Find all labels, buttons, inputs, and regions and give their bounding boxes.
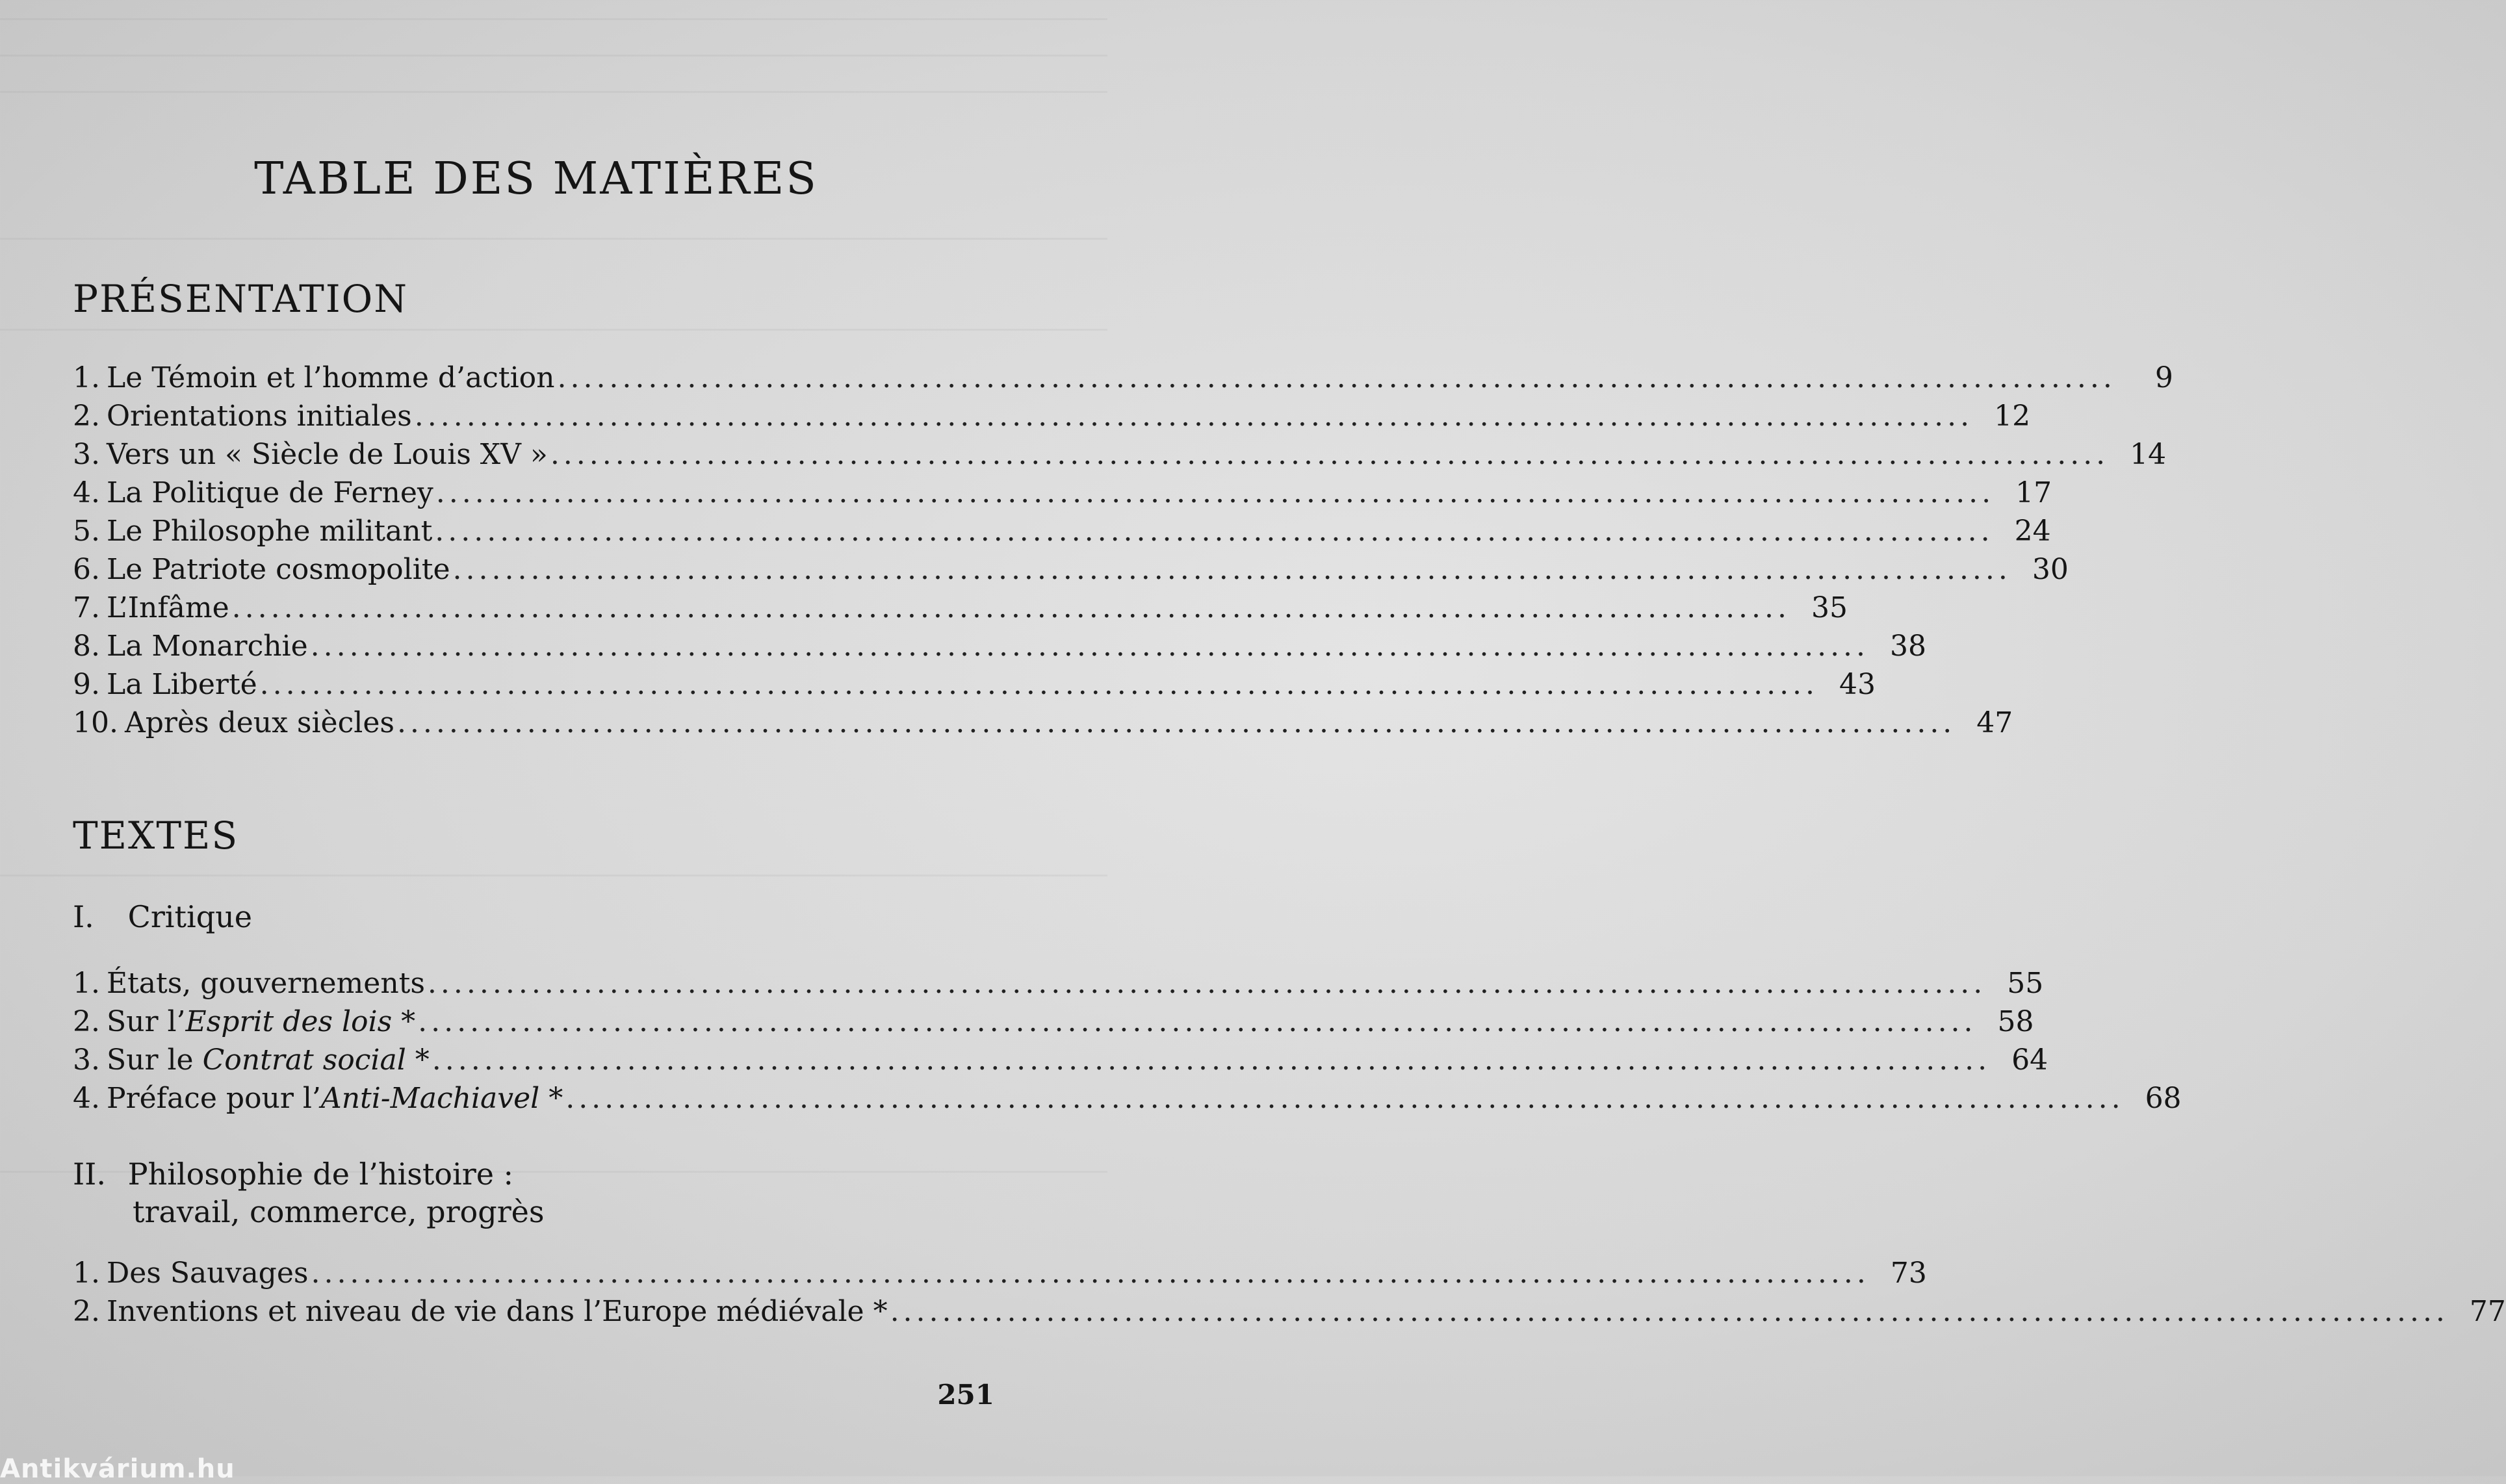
dot-leader: ........................................................................................................................ [418, 1005, 1977, 1038]
critique-toc-list [73, 967, 2182, 1120]
toc-entry[interactable] [73, 967, 2044, 1005]
entry-page: 68 [2145, 1082, 2182, 1115]
entry-page: 30 [2032, 553, 2069, 586]
entry-title: Des Sauvages [106, 1257, 309, 1290]
bleed-through-line [0, 18, 1107, 20]
subsection-number: I. [73, 899, 94, 934]
entry-number: 7. [73, 591, 100, 624]
entry-page: 24 [2014, 515, 2051, 548]
dot-leader: ........................................................................................................................ [557, 361, 2116, 394]
toc-entry[interactable] [73, 668, 1876, 706]
entry-title: La Politique de Ferney [106, 476, 433, 509]
entry-title: La Monarchie [106, 630, 308, 663]
entry-page: 12 [1994, 400, 2031, 433]
dot-leader: ........................................................................................................................ [414, 400, 1974, 433]
bleed-through-line [0, 875, 1107, 876]
subsection-heading-critique [73, 898, 252, 936]
entry-number: 1. [73, 361, 100, 394]
entry-number: 1. [73, 967, 100, 1000]
dot-leader: ........................................................................................................................ [396, 706, 1956, 739]
dot-leader: ........................................................................................................................ [231, 591, 1790, 624]
entry-page: 47 [1976, 706, 2013, 739]
entry-title: Le Témoin et l’homme d’action [106, 361, 555, 394]
entry-number: 8. [73, 630, 100, 663]
entry-title: Inventions et niveau de vie dans l’Europe médiévale * [106, 1295, 888, 1328]
bleed-through-line [0, 329, 1107, 331]
philosophie-toc-list [73, 1257, 2506, 1333]
entry-number: 2. [73, 1005, 100, 1038]
entry-page: 43 [1839, 668, 1876, 701]
entry-number: 3. [73, 1043, 100, 1077]
subsection-title-line1: Philosophie de l’histoire : [127, 1157, 514, 1192]
watermark-logo: Antikvárium.hu [0, 1454, 235, 1484]
toc-entry[interactable] [73, 1257, 1927, 1295]
entry-title: Sur l’Esprit des lois * [106, 1005, 416, 1038]
entry-number: 5. [73, 515, 100, 548]
entry-number: 4. [73, 476, 100, 509]
bleed-through-line [0, 238, 1107, 240]
toc-entry[interactable] [73, 515, 2051, 553]
presentation-toc-list [73, 361, 2173, 745]
entry-page: 55 [2007, 967, 2044, 1000]
dot-leader: ........................................................................................................................ [259, 668, 1819, 701]
dot-leader: ........................................................................................................................ [435, 515, 1994, 548]
entry-number: 1. [73, 1257, 100, 1290]
dot-leader: ........................................................................................................................ [311, 1257, 1870, 1290]
entry-page: 73 [1890, 1257, 1927, 1290]
bleed-through-line [0, 55, 1107, 57]
entry-page: 38 [1890, 630, 1927, 663]
dot-leader: ........................................................................................................................ [310, 630, 1870, 663]
entry-title: Vers un « Siècle de Louis XV » [106, 438, 548, 471]
bleed-through-line [0, 91, 1107, 93]
toc-entry[interactable] [73, 553, 2069, 591]
subsection-title: Critique [127, 899, 253, 934]
entry-title: Le Patriote cosmopolite [106, 553, 450, 586]
toc-entry[interactable] [73, 438, 2167, 476]
toc-entry[interactable] [73, 1005, 2034, 1043]
entry-number: 9. [73, 668, 100, 701]
entry-number: 2. [73, 400, 100, 433]
entry-title: Le Philosophe militant [106, 515, 433, 548]
toc-entry[interactable] [73, 1043, 2048, 1082]
entry-page: 17 [2015, 476, 2052, 509]
entry-title: Après deux siècles [124, 706, 394, 739]
subsection-number: II. [73, 1157, 106, 1192]
entry-page: 64 [2011, 1043, 2048, 1077]
toc-entry[interactable] [73, 400, 2031, 438]
toc-entry[interactable] [73, 1295, 2506, 1333]
dot-leader: ........................................................................................................................ [550, 438, 2110, 471]
dot-leader: ........................................................................................................................ [890, 1295, 2449, 1328]
entry-title: Orientations initiales [106, 400, 412, 433]
dot-leader: ........................................................................................................................ [432, 1043, 1991, 1077]
dot-leader: ........................................................................................................................ [565, 1082, 2125, 1115]
dot-leader: ........................................................................................................................ [452, 553, 2011, 586]
section-heading-textes: TEXTES [73, 813, 239, 858]
page-title: TABLE DES MATIÈRES [254, 153, 818, 205]
dot-leader: ........................................................................................................................ [435, 476, 1995, 509]
entry-number: 6. [73, 553, 100, 586]
entry-title: États, gouvernements [106, 967, 425, 1000]
dot-leader: ........................................................................................................................ [427, 967, 1987, 1000]
entry-title: Sur le Contrat social * [106, 1043, 430, 1077]
entry-number: 2. [73, 1295, 100, 1328]
entry-page: 14 [2130, 438, 2167, 471]
entry-page: 58 [1997, 1005, 2034, 1038]
toc-entry[interactable] [73, 591, 1848, 630]
toc-entry[interactable] [73, 1082, 2182, 1120]
subsection-title-line2: travail, commerce, progrès [133, 1194, 545, 1229]
entry-title: L’Infâme [106, 591, 229, 624]
toc-entry[interactable] [73, 706, 2013, 745]
page-number: 251 [937, 1379, 994, 1411]
entry-title: La Liberté [106, 668, 257, 701]
toc-entry[interactable] [73, 476, 2052, 515]
entry-title: Préface pour l’Anti-Machiavel * [106, 1082, 563, 1115]
entry-page: 77 [2469, 1295, 2506, 1328]
entry-number: 10. [73, 706, 118, 739]
entry-number: 3. [73, 438, 100, 471]
entry-page: 9 [2154, 361, 2173, 394]
entry-number: 4. [73, 1082, 100, 1115]
toc-entry[interactable] [73, 630, 1927, 668]
entry-page: 35 [1811, 591, 1848, 624]
subsection-heading-philosophie [73, 1155, 545, 1231]
toc-entry[interactable] [73, 361, 2173, 400]
section-heading-presentation: PRÉSENTATION [73, 277, 408, 321]
